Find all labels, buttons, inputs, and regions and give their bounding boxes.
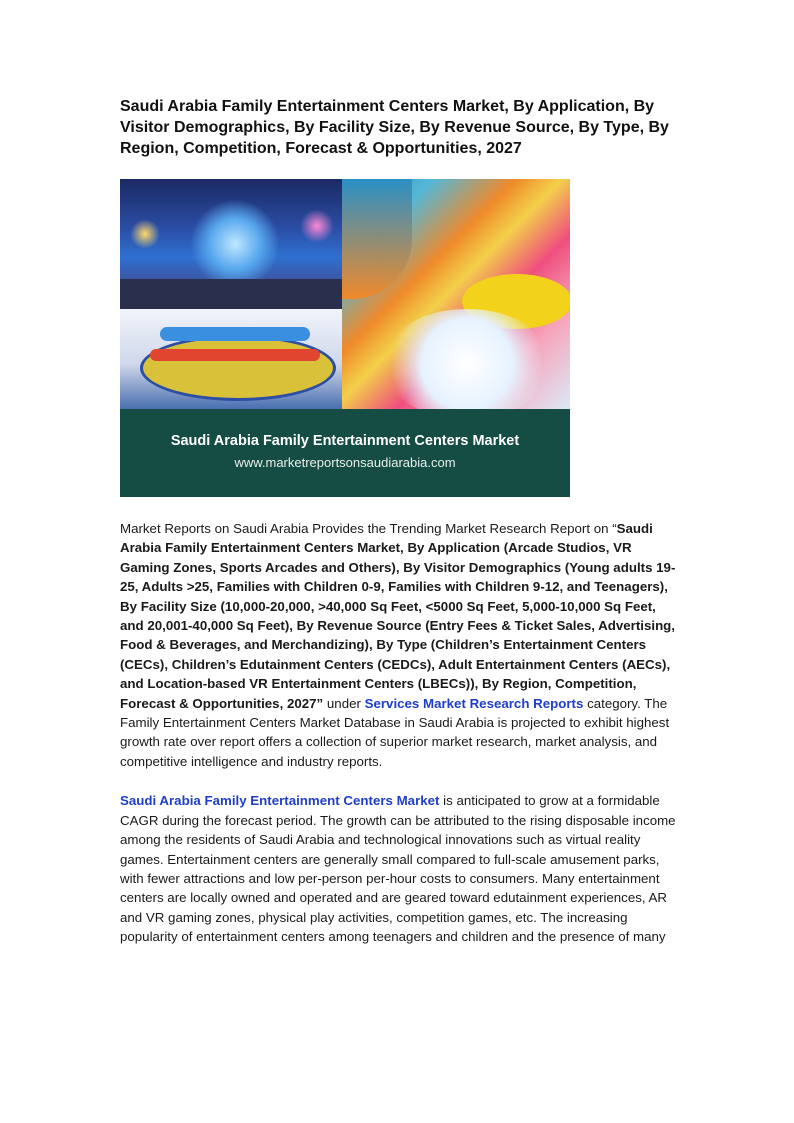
report-title-bold: Saudi Arabia Family Entertainment Centers Market, By Application (Arcade Studios, VR Gaming Zones, Sports Arcades and Others), By Visitor Demographics (Young adults 19-25, Adults >25, Families with Children 0-9, Families with Children 9-12, and Teenagers), By Facility Size (10,000-20,000, >40,000 Sq Feet, <5000 Sq Feet, 5,000-10,000 Sq Feet, and 20,001-40,000 Sq Feet), By Revenue Source (Entry Fees & Ticket Sales, Advertising, Food & Beverages, and Merchandizing), By Type (Children’s Entertainment Centers (CECs), Children’s Edutainment Centers (CEDCs), Adult Entertainment Centers (AECs), and Location-based VR Entertainment Centers (LBECs)), By Region, Competition, Forecast & Opportunities, 2027” xyxy=(120,521,676,711)
intro-paragraph xyxy=(120,519,680,771)
market-paragraph xyxy=(120,791,680,946)
photo-light-show xyxy=(120,179,342,309)
under-text: under xyxy=(323,695,365,711)
photo-water-slide xyxy=(342,179,570,409)
market-body-text: is anticipated to grow at a formidable CAGR during the forecast period. The growth can be attributed to the rising disposable income among the residents of Saudi Arabia and technological innovations such as virtual reality games. Entertainment centers are generally small compared to full-scale amusement parks, with fewer attractions and low per-person per-hour costs to consumers. Many entertainment centers are locally owned and operated and are geared toward edutainment experiences, AR and VR gaming zones, physical play activities, competition games, etc. The increasing popularity of entertainment centers among teenagers and children and the presence of many xyxy=(120,793,676,945)
banner-title: Saudi Arabia Family Entertainment Centers Market xyxy=(170,433,520,449)
intro-rest-text: category. The Family Entertainment Centers Market Database in Saudi Arabia is projected to exhibit highest growth rate over report offers a collection of superior market research, market analysis, and competitive intelligence and industry reports. xyxy=(120,695,670,769)
banner-url: www.marketreportsonsaudiarabia.com xyxy=(234,455,456,470)
hero-banner xyxy=(120,409,570,497)
market-link[interactable]: Saudi Arabia Family Entertainment Centers Market xyxy=(120,793,440,809)
photo-spinning-ride xyxy=(120,309,342,409)
hero-image-collage xyxy=(120,179,570,497)
intro-text: Market Reports on Saudi Arabia Provides the Trending Market Research Report on “ xyxy=(120,521,617,536)
category-link[interactable]: Services Market Research Reports xyxy=(364,695,584,711)
report-title: Saudi Arabia Family Entertainment Centers Market, By Application, By Visitor Demographics, By Facility Size, By Revenue Source, By Type, By Region, Competition, Forecast & Opportunities, 2027 xyxy=(120,98,669,157)
document-page xyxy=(120,96,680,947)
